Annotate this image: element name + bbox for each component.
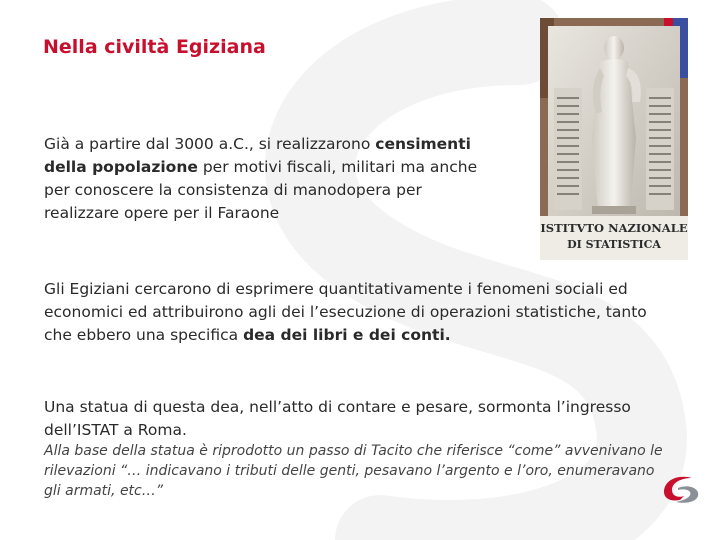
p1-text-end: per motivi fiscali, militari ma anche per conoscere la consistenza di manodopera per realizzare opere per il Faraone xyxy=(44,158,478,222)
p1-emphasis: censimenti della popolazione xyxy=(44,135,471,176)
istat-statue-photo xyxy=(540,18,688,260)
paragraph-egyptians xyxy=(44,278,664,347)
p1-text-start: Già a partire dal 3000 a.C., si realizzarono xyxy=(44,135,376,153)
p2-emphasis: dea dei libri e dei conti. xyxy=(243,326,451,344)
istat-logo-icon xyxy=(658,470,704,506)
paragraph-tacitus-quote: Alla base della statua è riprodotto un passo di Tacito che riferisce “come” avvenivano le rilevazioni “… indicavano i tributi delle genti, pesavano l’argento e l’oro, enumeravano gli armati, etc…” xyxy=(44,443,663,499)
istat-inscription-line1: ISTITVTO NAZIONALE xyxy=(540,221,688,235)
istat-inscription-line2: DI STATISTICA xyxy=(567,238,661,251)
paragraph-census xyxy=(44,133,484,225)
slide-title: Nella civiltà Egiziana xyxy=(43,36,266,58)
p2-text-start: Gli Egiziani cercarono di esprimere quantitativamente i fenomeni sociali ed economici ed attribuirono agli dei l’esecuzione di operazioni statistiche, tanto che ebbero una specifica xyxy=(44,280,647,344)
statue-illustration xyxy=(540,18,688,260)
paragraph-statue: Una statua di questa dea, nell’atto di contare e pesare, sormonta l’ingresso dell’ISTAT a Roma. xyxy=(44,398,631,439)
